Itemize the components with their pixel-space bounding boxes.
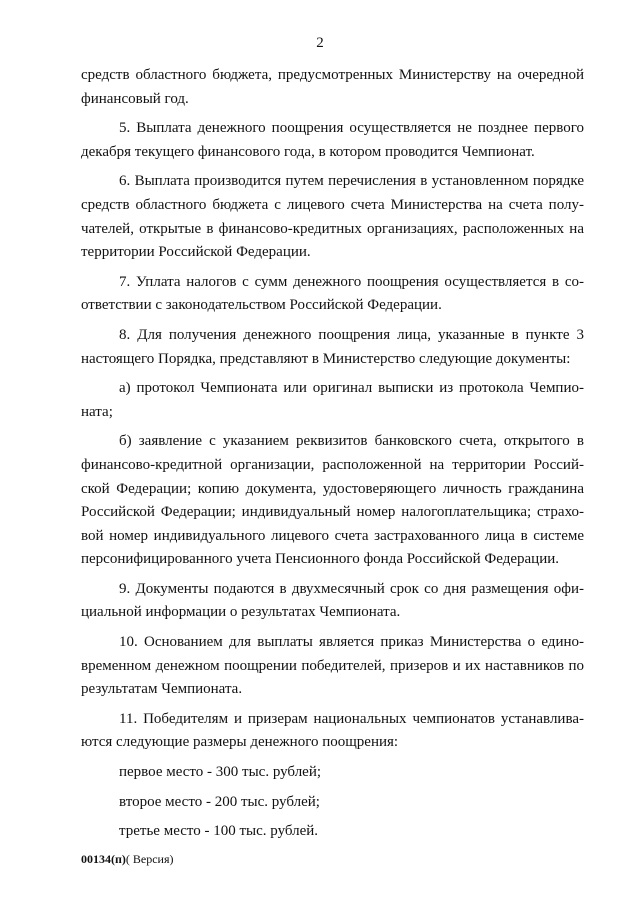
text-line: 11. Победителям и призерам национальных чемпионатов устанавлива- [119, 710, 584, 727]
prize-list [81, 761, 584, 844]
paragraph-item-11 [81, 708, 584, 755]
text-line: настоящего Порядка, представляют в Министерство следующие документы: [81, 350, 571, 367]
paragraph-item-6 [81, 170, 584, 264]
text-line: 10. Основанием для выплаты является приказ Министерства о едино- [119, 634, 584, 651]
paragraph-item-10 [81, 631, 584, 702]
text-line: ответствии с законодательством Российской Федерации. [81, 297, 442, 314]
text-line: чателей, открытые в финансово-кредитных организациях, расположенных на [81, 220, 584, 237]
text-line: персонифицированного учета Пенсионного фонда Российской Федерации. [81, 551, 560, 568]
paragraph-item-5 [81, 117, 584, 164]
paragraph-item-8 [81, 324, 584, 371]
text-line: средств областного бюджета, предусмотренных Министерству на очередной [81, 67, 584, 83]
text-line: финансовый год. [81, 90, 189, 107]
text-line: 5. Выплата денежного поощрения осуществляется не позднее первого [119, 120, 584, 137]
paragraph-item-9 [81, 578, 584, 625]
paragraph-item-7 [81, 271, 584, 318]
text-line: ской Федерации; копию документа, удостоверяющего личность гражданина [81, 480, 584, 497]
prize-third-place: третье место - 100 тыс. рублей. [119, 823, 319, 840]
text-line: б) заявление с указанием реквизитов банковского счета, открытого в [119, 433, 584, 450]
text-line: финансово-кредитной организации, расположенной на территории Россий- [81, 456, 584, 473]
document-footer-code [81, 852, 174, 867]
text-line: циальной информации о результатах Чемпионата. [81, 604, 401, 621]
text-line: ются следующие размеры денежного поощрения: [81, 734, 399, 751]
text-line: а) протокол Чемпионата или оригинал выписки из протокола Чемпио- [119, 380, 584, 397]
text-line: 7. Уплата налогов с сумм денежного поощрения осуществляется в со- [119, 273, 584, 290]
text-line: ната; [81, 403, 113, 420]
page-number: 2 [316, 35, 324, 51]
text-line: вой номер индивидуального лицевого счета застрахованного лица в системе [81, 527, 584, 544]
paragraph-subitem-a [81, 377, 584, 424]
paragraph-subitem-b [81, 430, 584, 572]
paragraph-continuation [81, 64, 584, 111]
text-line: результатам Чемпионата. [81, 681, 243, 698]
text-line: 6. Выплата производится путем перечисления в установленном порядке [119, 173, 584, 190]
text-line: Российской Федерации; индивидуальный номер налогоплательщика; страхо- [81, 504, 584, 521]
text-line: временном денежном поощрении победителей, призеров и их наставников по [81, 657, 584, 674]
text-line: 8. Для получения денежного поощрения лица, указанные в пункте 3 [119, 326, 584, 343]
document-version: ( Версия) [125, 852, 174, 866]
text-line: декабря текущего финансового года, в котором проводится Чемпионат. [81, 143, 535, 160]
prize-first-place: первое место - 300 тыс. рублей; [119, 764, 322, 781]
text-line: 9. Документы подаются в двухмесячный срок со дня размещения офи- [119, 580, 584, 597]
document-code: 00134(п) [81, 852, 126, 866]
text-line: средств областного бюджета с лицевого счета Министерства на счета полу- [81, 196, 584, 213]
text-line: территории Российской Федерации. [81, 244, 311, 261]
document-body [81, 64, 584, 844]
prize-second-place: второе место - 200 тыс. рублей; [119, 793, 320, 810]
